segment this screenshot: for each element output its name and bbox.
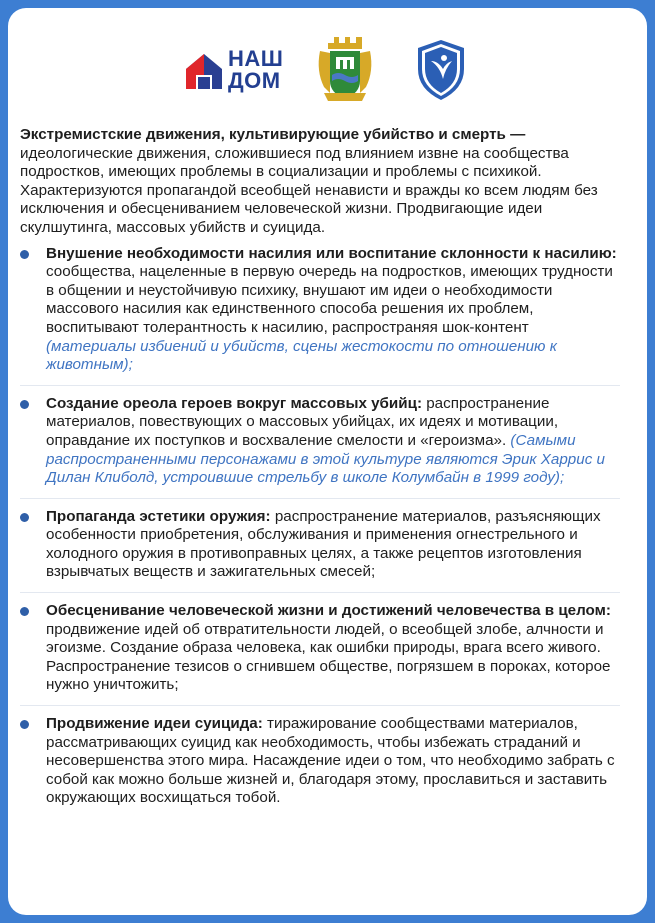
divider [20, 498, 620, 499]
item-title: Внушение необходимости насилия или воспитание склонности к насилию: [46, 244, 617, 262]
list-item [20, 715, 620, 808]
bullet-icon [20, 513, 29, 522]
item-text: тиражирование сообществами материалов, рассматривающих суицид как необходимость, чтобы избежать страданий и несовершенства этого мира. Насаждение идеи о том, что необходимо забрать с собой как можно больше жизней и, благодаря этому, прославиться и заставить окружающих восхищаться тобой. [46, 715, 615, 807]
list-item [20, 395, 620, 488]
nash-dom-wordmark [228, 48, 283, 92]
list-item [20, 602, 620, 695]
intro-paragraph [20, 126, 620, 238]
item-text: продвижение идей об отвратительности людей, о всеобщей злобе, алчности и эгоизме. Создание образа человека, как ошибки природы, врага всего живого. Распространение тезисов о сгнившем обществе, погрязшем в пороках, которое нужно уничтожить; [46, 620, 611, 694]
bullet-icon [20, 400, 29, 409]
intro-title: Экстремистские движения, культивирующие убийство и смерть — [20, 126, 526, 143]
item-text: распространение материалов, повествующих о массовых убийцах, их идеях и мотивации, оправдание их поступков и восхваление смелости и «героизма». [46, 394, 559, 449]
item-text: распространение материалов, разъясняющих особенности приобретения, обслуживания и применения огнестрельного и холодного оружия в противоправных целях, а также рецептов изготовления взрывчатых веществ и зажигательных смесей; [46, 507, 601, 581]
house-icon [184, 51, 224, 91]
divider [20, 385, 620, 386]
nash-dom-logo [184, 45, 294, 97]
nash-dom-line1: НАШ [228, 46, 284, 71]
list-item [20, 508, 620, 582]
divider [20, 592, 620, 593]
nash-dom-line2: ДОМ [228, 68, 281, 93]
bullet-icon [20, 250, 29, 259]
coat-of-arms-icon [316, 35, 374, 108]
item-title: Продвижение идеи суицида: [46, 715, 263, 733]
items-list [20, 245, 620, 808]
item-title: Пропаганда эстетики оружия: [46, 507, 271, 525]
eagle-shield-icon [416, 39, 466, 106]
logo-row [8, 35, 647, 105]
bullet-icon [20, 607, 29, 616]
divider [20, 705, 620, 706]
item-note: (Самыми распространенными персонажами в этой культуре являются Эрик Харрис и Дилан Клиболд, устроившие стрельбу в школе Колумбайн в 1999 году); [46, 431, 605, 487]
list-item [20, 245, 620, 375]
bullet-icon [20, 720, 29, 729]
item-text: сообщества, нацеленные в первую очередь на подростков, имеющих трудности в общении и неустойчивую психику, внушают им идеи о необходимости массового насилия как единственного способа решения их проблем, воспитывают толерантность к насилию, распространяя шок-контент [46, 263, 613, 336]
item-note: (материалы избиений и убийств, сцены жестокости по отношению к животным); [46, 337, 557, 374]
intro-text: идеологические движения, сложившиеся под влиянием извне на сообщества подростков, имеющих проблемы в социализации и проблемы с психикой. Характеризуются пропагандой всеобщей ненависти и вражды ко всем людям без исключения и обесцениванием человеческой жизни. Продвигающие идеи скулшутинга, массовых убийств и суицида. [20, 144, 598, 236]
item-title: Обесценивание человеческой жизни и достижений человечества в целом: [46, 602, 611, 620]
leaflet-card [8, 8, 647, 915]
item-title: Создание ореола героев вокруг массовых убийц: [46, 394, 423, 412]
text-content [20, 126, 620, 818]
